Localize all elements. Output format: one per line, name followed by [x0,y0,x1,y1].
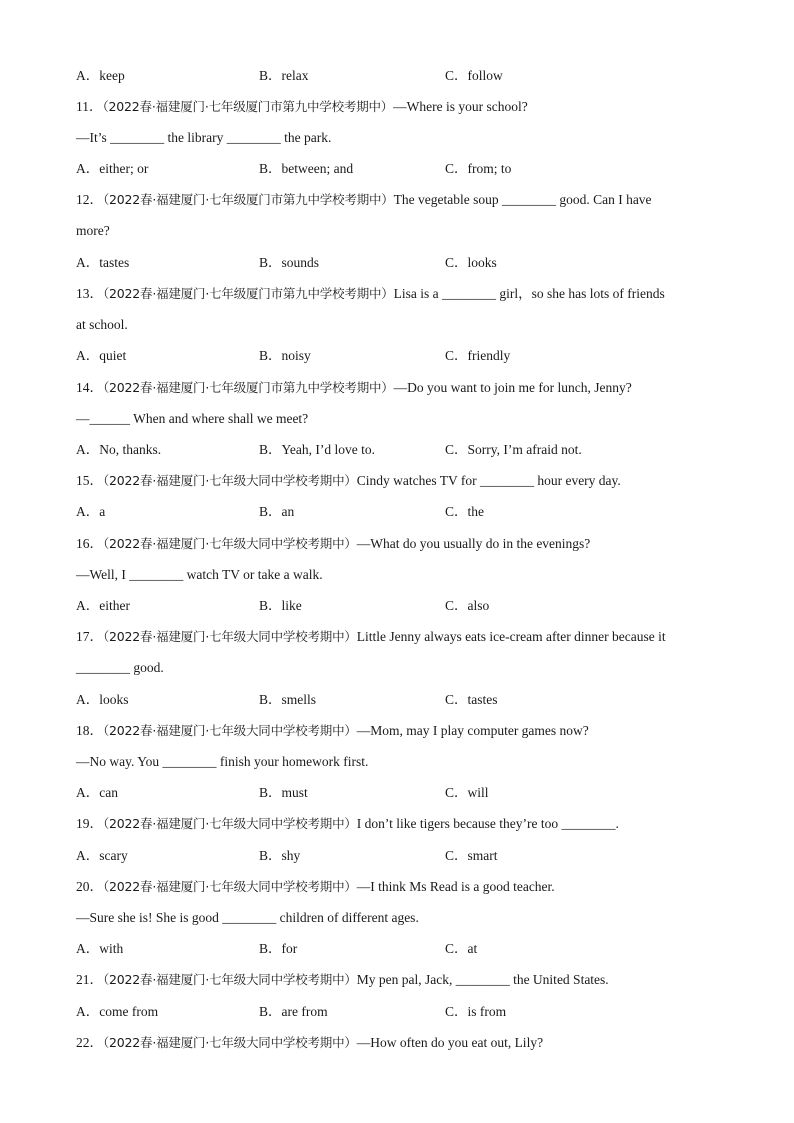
question-13 [76,284,734,304]
question-number: 16． [76,536,103,551]
question-12 [76,190,734,210]
option-b: B．for [259,941,298,956]
options-row [76,596,736,616]
question-number: 19． [76,816,103,831]
question-line: ________ good. [76,660,164,675]
question-number: 17． [76,629,103,644]
question-21 [76,970,734,990]
option-a: A．scary [76,848,128,863]
option-c: C．the [445,504,484,519]
question-source: （2022春·福建厦门·七年级厦门市第九中学校考期中） [103,286,394,301]
option-c: C．follow [445,68,503,83]
question-number: 14． [76,380,103,395]
option-c: C．looks [445,255,497,270]
options-row [76,783,736,803]
question-19 [76,814,734,834]
question-text: —Mom, may I play computer games now? [356,723,589,738]
options-row [76,502,736,522]
option-c: C．Sorry, I’m afraid not. [445,442,582,457]
option-a: A．come from [76,1004,159,1019]
question-17 [76,627,734,647]
option-c: C．friendly [445,348,511,363]
options-row [76,66,736,86]
option-b: B．must [259,785,308,800]
question-16 [76,534,734,554]
question-text: My pen pal, Jack, ________ the United States. [356,972,609,987]
options-row [76,253,736,273]
question-18 [76,721,734,741]
options-row [76,846,736,866]
question-source: （2022春·福建厦门·七年级大同中学校考期中） [103,879,357,894]
option-c: C．tastes [445,692,498,707]
question-line: —______ When and where shall we meet? [76,411,309,426]
option-c: C．from; to [445,161,512,176]
question-number: 13． [76,286,103,301]
question-line: —No way. You ________ finish your homework first. [76,754,369,769]
question-number: 15． [76,473,103,488]
question-source: （2022春·福建厦门·七年级大同中学校考期中） [103,629,357,644]
option-a: A．a [76,504,106,519]
option-a: A．can [76,785,118,800]
option-b: B．an [259,504,295,519]
option-a: A．No, thanks. [76,442,162,457]
question-line: at school. [76,317,128,332]
question-source: （2022春·福建厦门·七年级厦门市第九中学校考期中） [102,99,394,114]
question-number: 21． [76,972,103,987]
question-text: I don’t like tigers because they’re too ________. [356,816,619,831]
question-source: （2022春·福建厦门·七年级厦门市第九中学校考期中） [103,380,394,395]
option-a: A．looks [76,692,129,707]
option-c: C．smart [445,848,498,863]
question-text: —What do you usually do in the evenings? [356,536,591,551]
question-line: more? [76,223,110,238]
options-row [76,440,736,460]
option-a: A．keep [76,68,125,83]
question-text: —Where is your school? [393,99,528,114]
question-15 [76,471,734,491]
options-row [76,1002,736,1022]
options-row [76,159,736,179]
question-text: —I think Ms Read is a good teacher. [356,879,555,894]
option-c: C．will [445,785,489,800]
question-20 [76,877,734,897]
option-a: A．either [76,598,130,613]
option-a: A．with [76,941,124,956]
question-source: （2022春·福建厦门·七年级大同中学校考期中） [103,816,357,831]
question-source: （2022春·福建厦门·七年级大同中学校考期中） [103,723,357,738]
question-text: Cindy watches TV for ________ hour every day. [356,473,621,488]
question-text: Lisa is a ________ girl，so she has lots of friends [393,286,665,301]
option-b: B．noisy [259,348,311,363]
option-b: B．between; and [259,161,354,176]
question-text: —How often do you eat out, Lily? [356,1035,544,1050]
question-number: 18． [76,723,103,738]
option-b: B．relax [259,68,309,83]
option-b: B．like [259,598,302,613]
question-text: The vegetable soup ________ good. Can I have [393,192,652,207]
question-source: （2022春·福建厦门·七年级大同中学校考期中） [103,972,357,987]
question-line: —It’s ________ the library ________ the park. [76,130,332,145]
question-source: （2022春·福建厦门·七年级厦门市第九中学校考期中） [103,192,394,207]
question-22 [76,1033,734,1053]
question-number: 12． [76,192,103,207]
question-11 [76,97,734,117]
option-a: A．quiet [76,348,127,363]
option-c: C．at [445,941,478,956]
option-b: B．are from [259,1004,328,1019]
options-row [76,346,736,366]
options-row [76,690,736,710]
option-a: A．tastes [76,255,130,270]
option-c: C．is from [445,1004,507,1019]
question-source: （2022春·福建厦门·七年级大同中学校考期中） [103,473,357,488]
option-a: A．either; or [76,161,149,176]
question-number: 11． [76,99,103,114]
question-line: —Well, I ________ watch TV or take a walk. [76,567,323,582]
option-b: B．Yeah, I’d love to. [259,442,375,457]
question-number: 22． [76,1035,103,1050]
question-number: 20． [76,879,103,894]
option-c: C．also [445,598,490,613]
question-line: —Sure she is! She is good ________ children of different ages. [76,910,419,925]
options-row [76,939,736,959]
question-source: （2022春·福建厦门·七年级大同中学校考期中） [103,536,357,551]
question-14 [76,378,734,398]
question-text: Little Jenny always eats ice-cream after dinner because it [356,629,666,644]
question-source: （2022春·福建厦门·七年级大同中学校考期中） [103,1035,357,1050]
option-b: B．sounds [259,255,320,270]
question-text: —Do you want to join me for lunch, Jenny? [393,380,632,395]
option-b: B．smells [259,692,317,707]
option-b: B．shy [259,848,301,863]
